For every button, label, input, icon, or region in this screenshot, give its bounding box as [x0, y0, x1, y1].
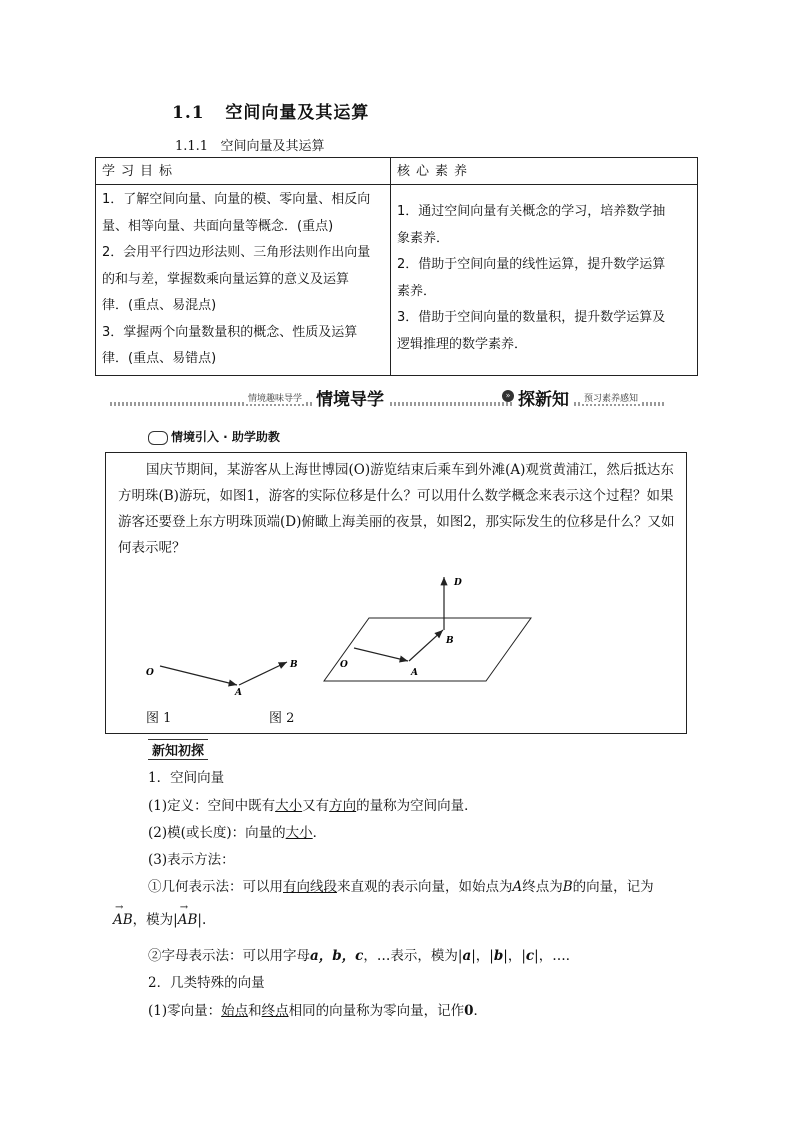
goals-cell — [96, 185, 391, 376]
fig2-point-O: O — [340, 660, 348, 670]
fig2-vector-AB — [409, 630, 443, 661]
fig1-label: 图 1 — [146, 711, 172, 726]
learning-goal-line: 1．了解空间向量、向量的模、零向量、相反向 — [102, 192, 371, 207]
representation-title: (3)表示方法： — [148, 852, 235, 868]
alg-mid: ，…表示，模为| — [363, 948, 463, 964]
item2-title: 2．几类特殊的向量 — [148, 975, 265, 991]
literacy-cell — [391, 185, 698, 376]
learning-goal-line: 的和与差，掌握数乘向量运算的意义及运算 — [102, 271, 350, 287]
vector-ab — [113, 902, 133, 928]
vector-arrow-icon: → — [115, 902, 124, 913]
section-title — [172, 98, 369, 123]
fig2-point-B: B — [446, 636, 454, 646]
zero-underline-2: 终点 — [261, 1003, 289, 1019]
mod-suffix: ． — [312, 825, 327, 841]
fig2-point-A: A — [411, 668, 418, 678]
fig2-vector-OA — [354, 648, 408, 661]
modulus-line — [148, 821, 326, 841]
item1-title: 1．空间向量 — [148, 770, 225, 786]
subsection-title-text: 空间向量及其运算 — [220, 139, 325, 154]
geometric-line-2 — [113, 902, 207, 928]
core-literacy-line: 逻辑推理的数学素养． — [397, 336, 528, 352]
banner-arrow-icon: » — [502, 390, 514, 402]
def-suffix: 的量称为空间向量． — [356, 798, 478, 814]
vector-ab-mod-text: AB — [177, 912, 198, 928]
fig1-vector-AB — [239, 662, 287, 685]
alg-letters: a，b，c — [310, 948, 364, 964]
alg-c: c — [525, 948, 535, 964]
geo-point-b: B — [562, 879, 573, 895]
vector-ab-text: AB — [113, 912, 133, 928]
zero-prefix: (1)零向量： — [148, 1003, 222, 1019]
alg-prefix: ②字母表示法：可以用字母 — [148, 948, 310, 964]
alg-sep2: |，| — [503, 948, 526, 964]
geo-end: 的向量，记为 — [572, 879, 654, 895]
alg-a: a — [462, 948, 472, 964]
section-title-text: 空间向量及其运算 — [225, 103, 370, 123]
subsection-number: 1.1.1 — [175, 139, 209, 154]
zero-vector-line — [148, 999, 487, 1019]
core-literacy-line: 象素养． — [397, 230, 450, 246]
learning-goal-line: 3．掌握两个向量数量积的概念、性质及运算 — [102, 324, 358, 340]
alg-end: |，…． — [534, 948, 580, 964]
fig2-point-D: D — [454, 578, 462, 588]
def-prefix: (1)定义：空间中既有 — [148, 798, 276, 814]
vector-ab-mod — [177, 902, 198, 928]
learning-goal-line: 律．(重点、易混点) — [102, 298, 217, 313]
subsection-title — [175, 135, 325, 154]
learning-goal-line: 律．(重点、易错点) — [102, 351, 217, 366]
mod-underline: 大小 — [285, 825, 313, 841]
situation-label — [148, 428, 280, 445]
alg-sep1: |，| — [471, 948, 494, 964]
core-literacy-line: 2．借助于空间向量的线性运算，提升数学运算 — [397, 257, 666, 272]
literacy-header: 核心素养 — [391, 158, 698, 185]
banner-right-big: 探新知 — [514, 385, 573, 410]
fig1-point-A: A — [235, 688, 242, 698]
learning-goal-line: 量、相等向量、共面向量等概念．(重点) — [102, 218, 334, 234]
scenario-box — [105, 452, 687, 734]
fig2-plane — [324, 618, 531, 681]
geo-mid: 终点为 — [522, 879, 563, 895]
geo-mod-suffix: |. — [197, 912, 207, 928]
scenario-figures — [106, 453, 688, 735]
geo-suffix: 来直观的表示向量，如始点为 — [337, 879, 513, 895]
geometric-line — [148, 875, 654, 895]
fig2-label: 图 2 — [269, 711, 295, 726]
geo-mod-prefix: ，模为| — [132, 912, 178, 928]
def-mid: 又有 — [302, 798, 330, 814]
section-banner — [110, 385, 666, 410]
algebraic-line — [148, 944, 579, 964]
alg-b: b — [493, 948, 504, 964]
new-knowledge-header: 新知初探 — [148, 739, 208, 760]
zero-underline-1: 始点 — [221, 1003, 249, 1019]
core-literacy-line: 3．借助于空间向量的数量积，提升数学运算及 — [397, 310, 666, 325]
mod-prefix: (2)模(或长度)：向量的 — [148, 825, 286, 841]
geo-underline: 有向线段 — [283, 879, 337, 895]
zero-suffix: 相同的向量称为零向量，记作 — [288, 1003, 465, 1019]
banner-left-big: 情境导学 — [312, 385, 388, 410]
core-literacy-line: 素养． — [397, 283, 437, 299]
banner-right-small: 预习素养感知 — [580, 391, 642, 404]
zero-symbol: 0 — [464, 1003, 474, 1019]
geo-point-a: A — [512, 879, 523, 895]
core-literacy-line: 1．通过空间向量有关概念的学习，培养数学抽 — [397, 204, 666, 219]
learning-goal-line: 2．会用平行四边形法则、三角形法则作出向量 — [102, 245, 371, 260]
scenario-text: 国庆节期间，某游客从上海世博园(O)游览结束后乘车到外滩(A)观赏黄浦江，然后抵达东方明珠(B)游玩，如图1，游客的实际位移是什么？可以用什么数学概念来表示这个过程？如果游客还要登上东方明珠顶端(D)俯瞰上海美丽的夜景，如图2，那实际发生的位移是什么？又如何表示呢？ — [118, 462, 675, 556]
banner-left-small: 情境趣味导学 — [244, 391, 306, 404]
zero-end: ． — [473, 1003, 488, 1019]
zero-and: 和 — [248, 1003, 262, 1019]
fig1-point-O: O — [146, 668, 154, 678]
goals-header: 学习目标 — [96, 158, 391, 185]
definition-line — [148, 794, 478, 814]
objectives-table — [95, 157, 698, 376]
fig1-point-B: B — [290, 660, 298, 670]
fig1-vector-OA — [160, 666, 237, 685]
def-underline-1: 大小 — [275, 798, 303, 814]
geo-prefix: ①几何表示法：可以用 — [148, 879, 283, 895]
situation-label-text: 情境引入 · 助学助教 — [171, 430, 280, 444]
def-underline-2: 方向 — [329, 798, 357, 814]
section-number: 1.1 — [172, 103, 205, 123]
cloud-icon — [148, 431, 168, 445]
vector-arrow-icon-2: → — [179, 902, 189, 913]
